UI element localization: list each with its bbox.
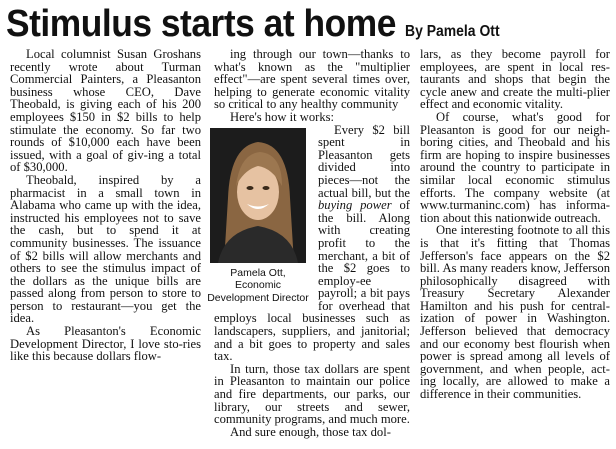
caption-name: Pamela Ott, <box>230 266 286 279</box>
paragraph: Theobald, inspired by a pharmacist in a small town in Alabama who came up with the idea, instructed his employees not to save the cash, but to spend it at community businesses. The issuance of $2 bills will allow merchants and others to see the stimulus impact of the dollars as the unique bills are passed along from person to store to person to restaurant—you get the idea. <box>10 172 201 326</box>
column-2 <box>207 47 410 439</box>
article-title: Stimulus starts at home <box>6 3 396 45</box>
paragraph-text: of the bill. Along with creating profit to the merchant, a bit of the $2 goes to employ-ee payroll; a bit pays for overhead that employs local businesses such as landscapers, suppliers, and janitorial; and a bit goes to property and sales tax. <box>214 198 410 364</box>
paragraph: One interesting footnote to all this is that it's fitting that Thomas Jefferson's face appears on the $2 bill. As many readers know, Jefferson philosophically disagreed with Treasury Secretary Alexander Hamilton and his push for central-ization of power in Washington. Jefferson believed that democracy and our economy best flourish when power is spread among all levels of government, and when people, act-ing locally, are allowed to make a difference in their communities. <box>420 223 610 402</box>
paragraph: Local columnist Susan Groshans recently wrote about Turman Commercial Painters, a Pleasanton business whose CEO, Dave Theobald, is giving each of his 200 employees $150 in $2 bills to help stimulate the economy. So far two rounds of $10,000 each have been issued, with a goal of giv-ing a total of $30,000. <box>10 47 201 175</box>
author-photo <box>210 128 306 263</box>
paragraph: As Pleasanton's Economic Development Director, I love sto-ries like this because dollars flow- <box>10 324 201 364</box>
paragraph: ing through our town—thanks to what's known as the "multiplier effect"—are spent several times over, helping to generate economic vitality so critical to any healthy community <box>214 47 410 112</box>
column-3 <box>420 48 610 401</box>
paragraph: lars, as they become payroll for employees, are spent in local res-taurants and shops that begin the cycle anew and create the multi-plier effect and economic vitality. <box>420 47 610 112</box>
byline: By Pamela Ott <box>405 23 500 40</box>
paragraph: Of course, what's good for Pleasanton is good for our neigh-boring cities, and Theobald and his firm are hoping to inspire businesses around the country to participate in similar local economic stimulus efforts. The company website (at www.turmaninc.com) has informa-tion about this nationwide outreach. <box>420 109 610 225</box>
paragraph: In turn, those tax dollars are spent in Pleasanton to maintain our police and fire departments, our parks, our library, our streets and sewer, community programs, and much more. <box>214 361 410 427</box>
caption-title-line-1: Economic <box>234 279 282 292</box>
column-1 <box>10 48 201 363</box>
emphasis-text: buying power <box>318 198 392 213</box>
paragraph-text: Every $2 bill spent in Pleasanton gets divided into pieces—not the actual bill, but the <box>318 122 410 200</box>
photo-caption <box>206 267 310 305</box>
paragraph: Here's how it works: <box>230 109 335 124</box>
paragraph: And sure enough, those tax dol- <box>230 424 391 439</box>
author-photo-figure <box>206 128 310 305</box>
headline <box>6 2 510 46</box>
caption-title-line-2: Development Director <box>207 291 309 304</box>
portrait-image <box>210 128 306 263</box>
